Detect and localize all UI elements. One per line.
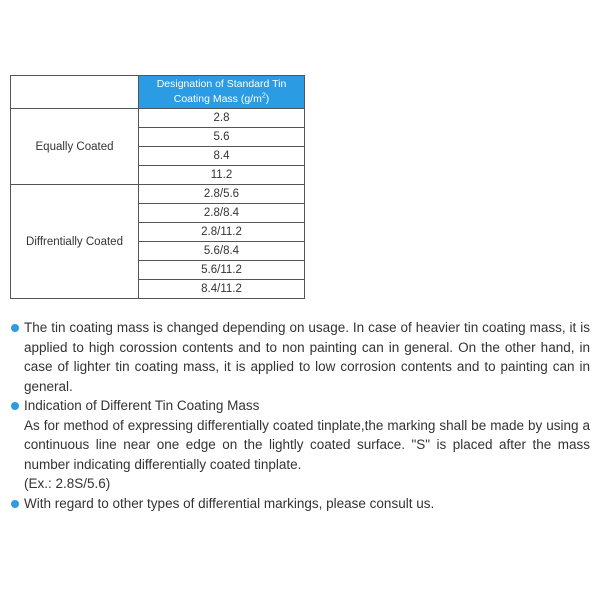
group-label-equally-coated: Equally Coated	[11, 109, 139, 185]
table-cell-value: 2.8/5.6	[139, 185, 305, 204]
note-usage-text: The tin coating mass is changed depending on usage. In case of heavier tin coating mass, it is applied to high corossion contents and to non painting can in general. On the other hand, in case of lighter tin coating mass, it is applied to low corrosion contents and to painting can in general.	[24, 320, 590, 394]
note-indication-title	[10, 396, 590, 416]
header-close-paren: )	[265, 93, 270, 105]
table-row	[11, 185, 305, 204]
table-corner-cell	[11, 76, 139, 109]
header-superscript: 2	[261, 92, 266, 100]
table-cell-value: 2.8/8.4	[139, 204, 305, 223]
table-cell-value: 5.6/8.4	[139, 242, 305, 261]
group-label-differentially-coated: Diffrentially Coated	[11, 185, 139, 299]
table-cell-value: 5.6	[139, 128, 305, 147]
table-cell-value: 8.4	[139, 147, 305, 166]
note-consult	[10, 494, 590, 514]
note-usage	[10, 318, 590, 396]
notes-section	[10, 318, 590, 513]
table-cell-value: 11.2	[139, 166, 305, 185]
header-line2: Coating Mass (g/m	[173, 93, 262, 105]
table-cell-value: 5.6/11.2	[139, 261, 305, 280]
table-row	[11, 109, 305, 128]
bullet-dot-icon	[11, 324, 19, 332]
table-header-designation	[139, 76, 305, 109]
note-consult-text: With regard to other types of differential markings, please consult us.	[24, 495, 435, 511]
bullet-dot-icon	[11, 500, 19, 508]
header-line1: Designation of Standard Tin	[156, 78, 287, 90]
table-cell-value: 2.8/11.2	[139, 223, 305, 242]
tin-coating-mass-table	[10, 75, 305, 299]
table-cell-value: 8.4/11.2	[139, 280, 305, 299]
note-indication-body: As for method of expressing differentially coated tinplate,the marking shall be made by using a continuous line near one edge on the lightly coated surface. "S" is placed after the mass number indicating differentially coated tinplate.	[24, 417, 590, 472]
note-indication-example: (Ex.: 2.8S/5.6)	[24, 476, 111, 491]
note-indication-title-text: Indication of Different Tin Coating Mass	[24, 398, 260, 413]
bullet-dot-icon	[11, 402, 19, 410]
table-cell-value: 2.8	[139, 109, 305, 128]
table-header-row	[11, 76, 305, 109]
